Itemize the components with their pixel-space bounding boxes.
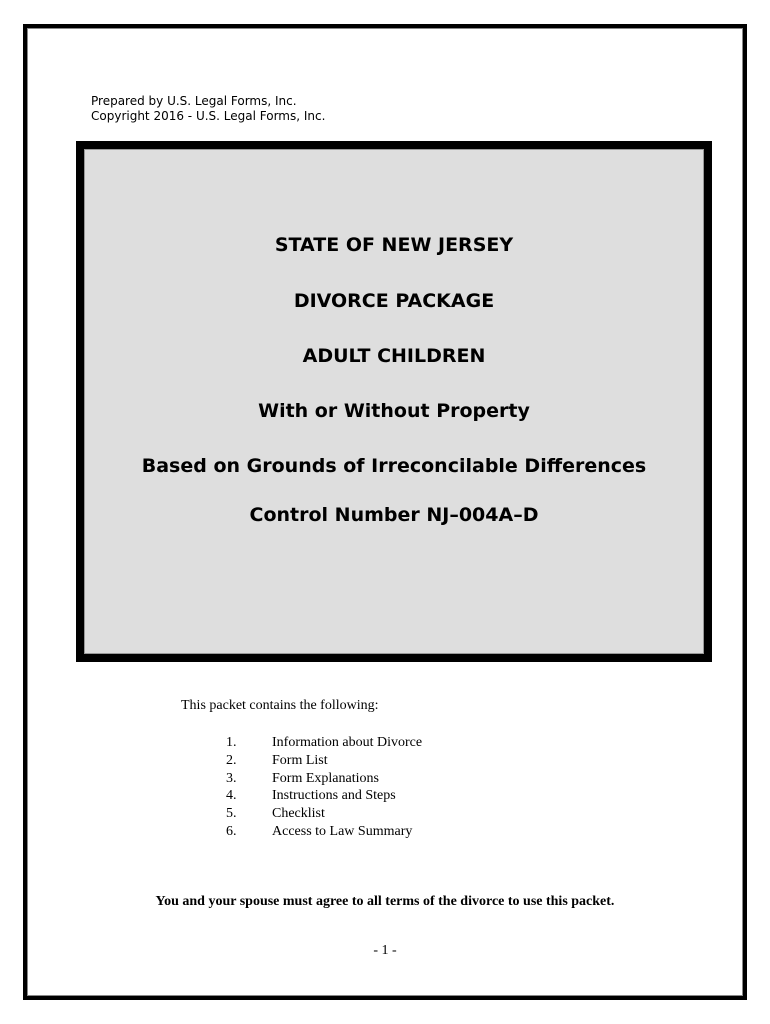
list-item-number: 5. [226, 806, 237, 822]
list-item-label: Form Explanations [272, 770, 379, 786]
package-title: DIVORCE PACKAGE [293, 290, 495, 312]
grounds-title: Based on Grounds of Irreconcilable Differences [141, 455, 647, 477]
list-item-number: 4. [226, 788, 237, 804]
list-item-number: 3. [226, 770, 237, 786]
list-item-label: Checklist [272, 806, 325, 822]
page-number: - 1 - [373, 943, 397, 958]
list-item-label: Instructions and Steps [272, 788, 396, 804]
list-item-label: Form List [272, 752, 328, 768]
list-item-number: 6. [226, 823, 237, 839]
children-title: ADULT CHILDREN [302, 345, 486, 367]
preparer-info [91, 94, 325, 124]
contents-intro: This packet contains the following: [181, 698, 379, 713]
property-title: With or Without Property [258, 400, 530, 422]
contents-list [226, 734, 422, 841]
list-item-number: 1. [226, 735, 237, 750]
prepared-by-line: Prepared by U.S. Legal Forms, Inc. [91, 94, 297, 108]
agreement-notice: You and your spouse must agree to all terms of the divorce to use this packet. [155, 894, 615, 909]
list-item [226, 823, 422, 841]
list-item-label: Information about Divorce [272, 735, 423, 750]
list-item [226, 805, 422, 823]
list-item [226, 787, 422, 805]
list-item [226, 752, 422, 770]
list-item-label: Access to Law Summary [272, 823, 413, 839]
state-title: STATE OF NEW JERSEY [274, 234, 514, 256]
list-item-number: 2. [226, 752, 237, 768]
list-item [226, 770, 422, 788]
copyright-line: Copyright 2016 - U.S. Legal Forms, Inc. [91, 109, 326, 123]
control-number: Control Number NJ–004A–D [249, 504, 539, 526]
list-item [226, 734, 422, 752]
